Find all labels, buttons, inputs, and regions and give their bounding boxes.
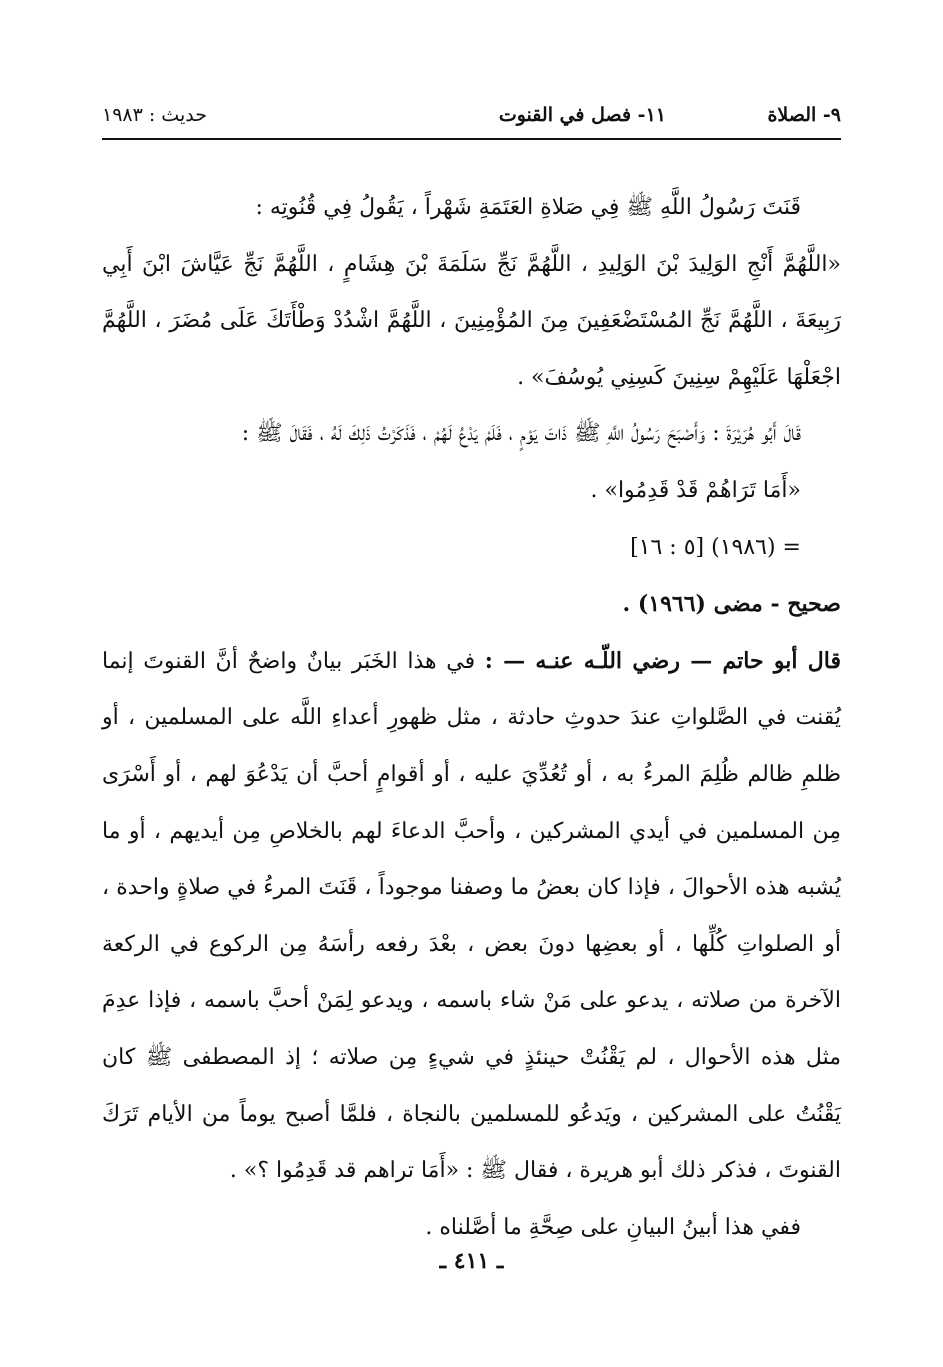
grading-note: صحيح - مضى (١٩٦٦) . bbox=[622, 591, 841, 618]
chapter-title: ٩- الصلاة bbox=[767, 104, 841, 126]
hadith-number: حديث : ١٩٨٣ bbox=[102, 104, 207, 126]
section-title: ١١- فصل في القنوت bbox=[498, 104, 666, 126]
header-rule bbox=[102, 138, 841, 140]
hadith-supplication: «اللَّهُمَّ أَنْجِ الوَلِيدَ بْنَ الوَلِيدِ ، اللَّهُمَّ نَجِّ سَلَمَةَ بْنَ هِشَامٍ ، اللَّهُمَّ نَجِّ عَيَّاشَ ابْنَ أَبِي رَبِيعَةَ ، اللَّهُمَّ نَجِّ المُسْتَضْعَفِينَ مِنَ المُؤْمِنِينَ ، اللَّهُمَّ اشْدُدْ وَطْأَتَكَ عَلَى مُضَرَ ، اللَّهُمَّ اجْعَلْهَا عَلَيْهِمْ سِنِينَ كَسِنِي يُوسُفَ» . bbox=[102, 251, 841, 390]
page-body bbox=[102, 180, 841, 1256]
commentary-lead: قال أبو حاتم — رضي اللّـه عنـه — : bbox=[484, 647, 841, 674]
page-header bbox=[102, 100, 841, 140]
commentary-paragraph bbox=[102, 633, 841, 1200]
page-number: ـ ٤١١ ـ bbox=[439, 1248, 504, 1274]
commentary-text: في هذا الخَبَر بيانٌ واضحٌ أنَّ القنوتَ إنما يُقنت في الصَّلواتِ عندَ حدوثِ حادثة ، مثل ظهورِ أعداءِ اللَّه على المسلمين ، أو ظلمِ ظالم ظُلِمَ المرءُ به ، أو تُعُدِّيَ عليه ، أو أقوامٍ أحبَّ أن يَدْعُوَ لهم ، أو أَسْرَى مِن المسلمين في أيدي المشركين ، وأحبَّ الدعاءَ لهم بالخلاصِ مِن أيديهم ، أو ما يُشبه هذه الأحوالَ ، فإذا كان بعضُ ما وصفنا موجوداً ، قَنَتَ المرءُ في صلاةٍ واحدة ، أو الصلواتِ كُلِّها ، أو بعضِها دونَ بعض ، بعْدَ رفعه رأسَهُ مِن الركوع في الركعة الآخرة من صلاته ، يدعو على مَنْ شاء باسمه ، ويدعو لِمَنْ أحبَّ باسمه ، فإذا عدِمَ مثل هذه الأحوال ، لم يَقْنُتْ حينئذٍ في شيءٍ مِن صلاته ؛ إذ المصطفى ﷺ كان يَقْنُتُ على المشركين ، ويَدعُو للمسلمين بالنجاة ، فلمَّا أصبح يوماً من الأيام تَرَكَ القنوتَ ، فذكر ذلك أبو هريرة ، فقال ﷺ : «أَمَا تراهم قد قَدِمُوا ؟» . bbox=[102, 648, 841, 1184]
conclusion: ففي هذا أبينُ البيانِ على صِحَّةِ ما أصَّلناه . bbox=[425, 1214, 801, 1240]
cross-reference: = (١٩٨٦) [٥ : ١٦] bbox=[630, 534, 801, 560]
narrator-statement: قَالَ أَبُو هُرَيْرَةَ : وَأَصْبَحَ رَسُولُ اللَّهِ ﷺ ذَاتَ يَوْمٍ ، فَلَمْ يَدْعُ لَهُمْ ، فَذَكَرْتُ ذَلِكَ لَهُ ، فَقَالَ ﷺ : bbox=[241, 421, 801, 447]
prophet-quote: «أَمَا تَرَاهُمْ قَدْ قَدِمُوا» . bbox=[590, 477, 801, 503]
hadith-intro: قَنَتَ رَسُولُ اللَّهِ ﷺ فِي صَلاةِ العَتَمَةِ شَهْراً ، يَقُولُ فِي قُنُوتِه : bbox=[255, 195, 801, 220]
